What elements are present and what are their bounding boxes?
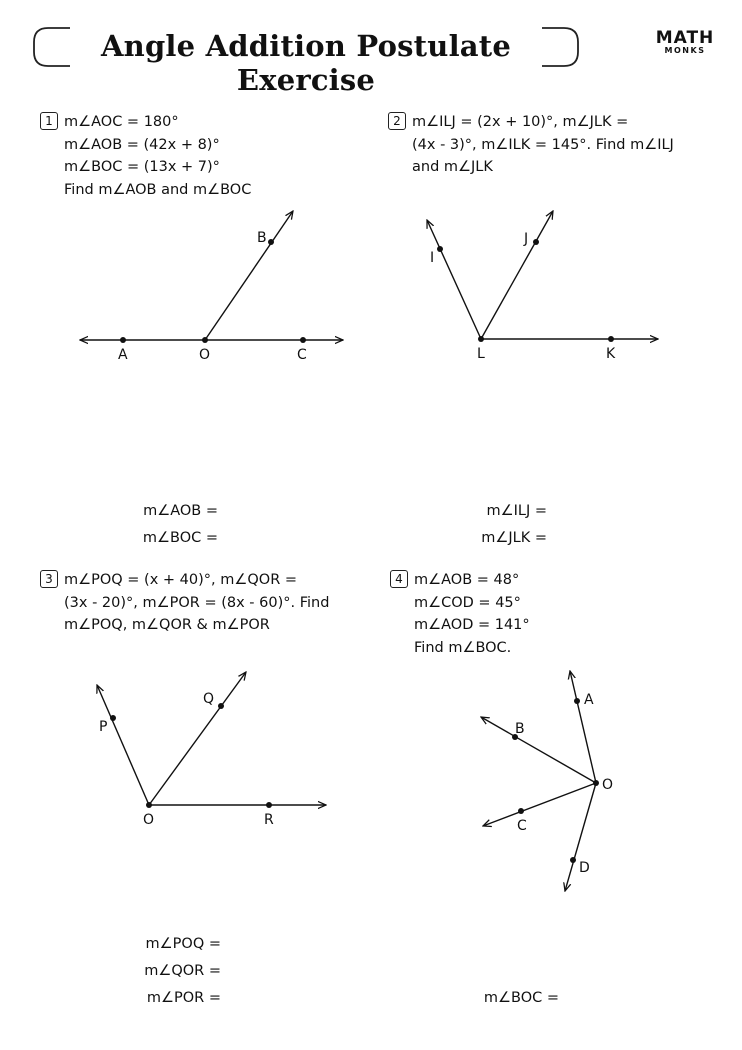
point-i	[437, 246, 443, 252]
problem-1-line-4: Find m∠AOB and m∠BOC	[64, 181, 252, 198]
point-a	[574, 698, 580, 704]
diagram-4	[481, 671, 613, 891]
label-o: O	[199, 347, 211, 363]
logo-main-text: MATH	[655, 28, 715, 48]
label-p: P	[99, 719, 108, 735]
point-l	[478, 336, 484, 342]
problem-1-line-2: m∠AOB = (42x + 8)°	[64, 136, 220, 153]
answer-3-poq: m∠POQ =	[145, 936, 221, 952]
problem-3-line-2: (3x - 20)°, m∠POR = (8x - 60)°. Find	[64, 594, 330, 611]
answer-3-por: m∠POR =	[146, 990, 221, 1006]
label-k: K	[606, 346, 616, 362]
ray-oq	[149, 672, 246, 805]
problem-number-3: 3	[40, 570, 58, 588]
answer-2-ilj: m∠ILJ =	[486, 503, 547, 519]
ray-ob	[481, 717, 596, 783]
label-b: B	[257, 230, 267, 246]
point-p	[110, 715, 116, 721]
problem-2-line-3: and m∠JLK	[412, 159, 493, 175]
problem-2-line-1: m∠ILJ = (2x + 10)°, m∠JLK =	[412, 114, 629, 130]
problem-4-line-3: m∠AOD = 141°	[414, 617, 530, 633]
problem-4-line-1: m∠AOB = 48°	[414, 572, 520, 588]
label-c: C	[517, 818, 527, 834]
point-d	[570, 857, 576, 863]
answer-2-jlk: m∠JLK =	[481, 530, 547, 546]
problem-number-2: 2	[388, 112, 406, 130]
point-q	[218, 703, 224, 709]
point-c	[518, 808, 524, 814]
ray-oa	[570, 671, 596, 783]
point-a	[120, 337, 126, 343]
point-k	[608, 336, 614, 342]
point-j	[533, 239, 539, 245]
label-l: L	[477, 346, 485, 362]
point-r	[266, 802, 272, 808]
problem-2-line-2: (4x - 3)°, m∠ILK = 145°. Find m∠ILJ	[412, 136, 674, 153]
problem-number-1: 1	[40, 112, 58, 130]
point-c	[300, 337, 306, 343]
point-b	[268, 239, 274, 245]
answer-3-qor: m∠QOR =	[144, 963, 221, 979]
ray-oc	[483, 783, 596, 826]
point-o	[146, 802, 152, 808]
answer-4-boc: m∠BOC =	[483, 990, 559, 1006]
label-o: O	[602, 777, 614, 793]
label-i: I	[430, 250, 435, 266]
answer-1-aob: m∠AOB =	[143, 503, 218, 519]
label-r: R	[264, 812, 274, 828]
diagram-1	[80, 211, 343, 363]
diagram-3	[97, 672, 326, 828]
answer-1-boc: m∠BOC =	[142, 530, 218, 546]
label-q: Q	[203, 691, 215, 707]
label-c: C	[297, 347, 307, 363]
problem-4-line-4: Find m∠BOC.	[414, 639, 512, 656]
problem-1-line-3: m∠BOC = (13x + 7)°	[64, 159, 220, 175]
problem-1-line-1: m∠AOC = 180°	[64, 114, 179, 130]
label-a: A	[584, 692, 594, 708]
point-o	[202, 337, 208, 343]
label-b: B	[515, 721, 525, 737]
problem-3-line-3: m∠POQ, m∠QOR & m∠POR	[64, 617, 270, 633]
label-o: O	[143, 812, 155, 828]
diagram-2	[427, 211, 658, 362]
label-a: A	[118, 347, 128, 363]
point-o	[593, 780, 599, 786]
label-d: D	[579, 860, 590, 876]
label-j: J	[524, 231, 529, 247]
problem-4-line-2: m∠COD = 45°	[414, 594, 521, 611]
problem-number-4: 4	[390, 570, 408, 588]
ray-ob	[205, 211, 293, 340]
ray-li	[427, 220, 481, 339]
ray-op	[97, 685, 149, 805]
logo-sub-text: MONKS	[664, 46, 706, 55]
page-title: Angle Addition Postulate Exercise	[100, 29, 512, 97]
problem-3-line-1: m∠POQ = (x + 40)°, m∠QOR =	[64, 572, 298, 588]
ray-lj	[481, 211, 553, 339]
